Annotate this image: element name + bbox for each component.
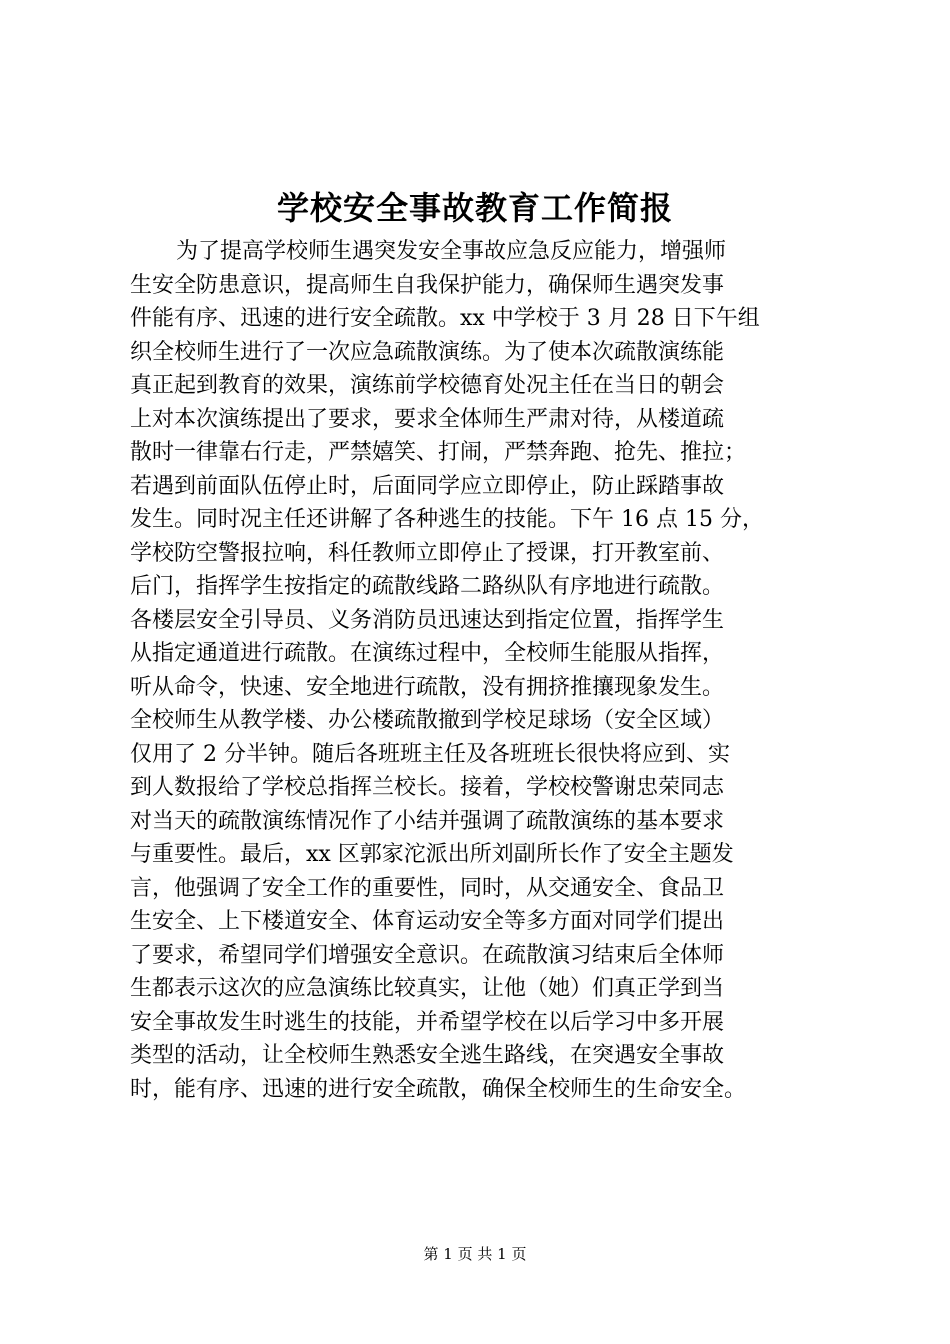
- body-line: 生都表示这次的应急演练比较真实，让他（她）们真正学到当: [130, 976, 725, 1001]
- body-line: 与重要性。最后，xx 区郭家沱派出所刘副所长作了安全主题发: [130, 842, 734, 867]
- body-line: 听从命令，快速、安全地进行疏散，没有拥挤推攘现象发生。: [130, 674, 725, 700]
- page-footer: 第 1 页 共 1 页: [423, 1245, 527, 1263]
- body-line: 织全校师生进行了一次应急疏散演练。为了使本次疏散演练能: [130, 339, 725, 365]
- body-line: 对当天的疏散演练情况作了小结并强调了疏散演练的基本要求: [130, 808, 725, 834]
- body-line: 到人数报给了学校总指挥兰校长。接着，学校校警谢忠荣同志: [130, 775, 725, 800]
- body-line: 件能有序、迅速的进行安全疏散。xx 中学校于 3 月 28 日下午组: [130, 306, 760, 331]
- body-line: 言，他强调了安全工作的重要性，同时，从交通安全、食品卫: [130, 875, 725, 901]
- body-line: 真正起到教育的效果，演练前学校德育处况主任在当日的朝会: [130, 373, 725, 398]
- body-line: 从指定通道进行疏散。在演练过程中，全校师生能服从指挥，: [130, 641, 725, 666]
- body-line: 生安全、上下楼道安全、体育运动安全等多方面对同学们提出: [130, 909, 725, 934]
- body-line: 各楼层安全引导员、义务消防员迅速达到指定位置，指挥学生: [130, 607, 725, 633]
- body-line: 学校防空警报拉响，科任教师立即停止了授课，打开教室前、: [130, 540, 725, 566]
- body-line: 了要求，希望同学们增强安全意识。在疏散演习结束后全体师: [130, 942, 725, 968]
- body-line: 若遇到前面队伍停止时，后面同学应立即停止，防止踩踏事故: [130, 473, 725, 499]
- body-line: 时，能有序、迅速的进行安全疏散，确保全校师生的生命安全。: [130, 1076, 747, 1102]
- body-line: 为了提高学校师生遇突发安全事故应急反应能力，增强师: [176, 239, 727, 264]
- body-line: 上对本次演练提出了要求，要求全体师生严肃对待，从楼道疏: [130, 406, 725, 432]
- body-line: 类型的活动，让全校师生熟悉安全逃生路线，在突遇安全事故: [130, 1043, 725, 1068]
- body-line: 全校师生从教学楼、办公楼疏散撤到学校足球场（安全区域）: [130, 708, 725, 733]
- body-line: 生安全防患意识，提高师生自我保护能力，确保师生遇突发事: [130, 272, 725, 298]
- document-title: 学校安全事故教育工作简报: [276, 189, 673, 227]
- document-body: [130, 235, 860, 1106]
- body-line: 后门，指挥学生按指定的疏散线路二路纵队有序地进行疏散。: [130, 574, 725, 599]
- body-line: 仅用了 2 分半钟。随后各班班主任及各班班长很快将应到、实: [130, 741, 730, 767]
- body-line: 散时一律靠右行走，严禁嬉笑、打闹，严禁奔跑、抢先、推拉；: [130, 440, 747, 465]
- body-line: 发生。同时况主任还讲解了各种逃生的技能。下午 16 点 15 分，: [130, 507, 764, 532]
- body-line: 安全事故发生时逃生的技能，并希望学校在以后学习中多开展: [130, 1009, 725, 1035]
